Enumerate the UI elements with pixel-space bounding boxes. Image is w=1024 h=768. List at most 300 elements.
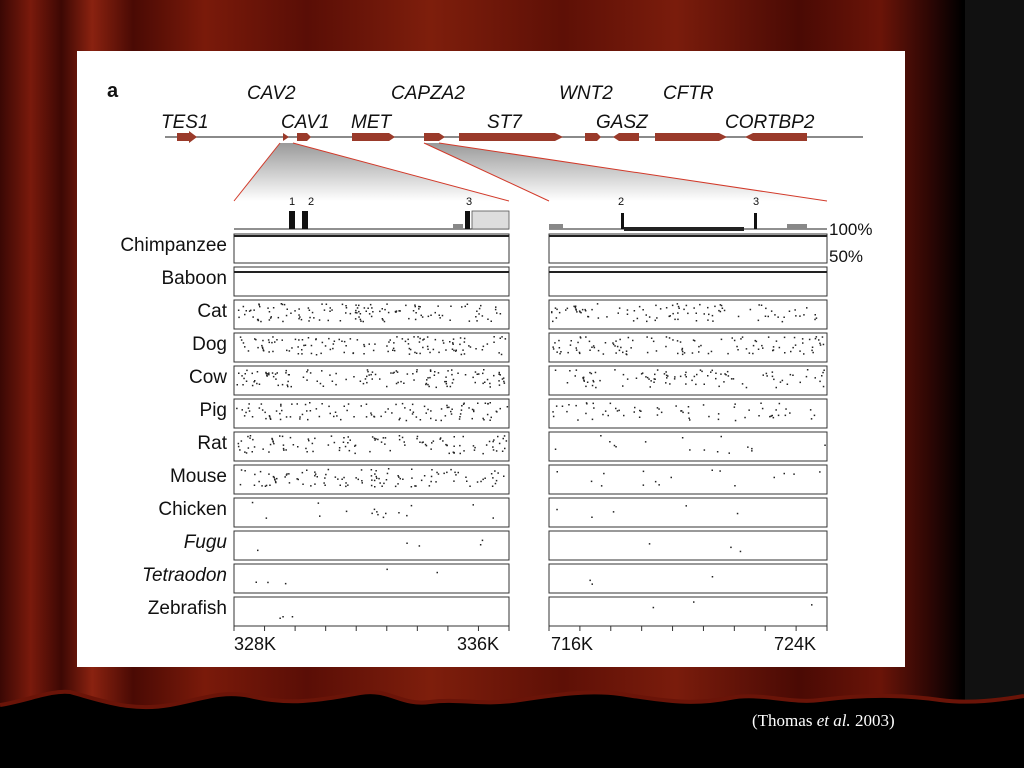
conservation-dot — [790, 374, 792, 376]
conservation-dot — [728, 375, 730, 377]
conservation-track-box — [234, 333, 509, 362]
conservation-dot — [281, 303, 283, 305]
conservation-dot — [500, 313, 502, 315]
conservation-dot — [387, 473, 389, 475]
conservation-dot — [404, 407, 406, 409]
conservation-dot — [275, 373, 277, 375]
exon-label: 3 — [466, 196, 473, 208]
conservation-dot — [493, 439, 495, 441]
conservation-dot — [335, 373, 337, 375]
gene-label: GASZ — [596, 112, 648, 133]
conservation-dot — [666, 377, 668, 379]
conservation-dot — [366, 404, 368, 406]
conservation-dot — [287, 381, 289, 383]
conservation-dot — [569, 370, 571, 372]
conservation-dot — [724, 373, 726, 375]
conservation-dot — [248, 350, 250, 352]
conservation-dot — [314, 475, 316, 477]
conservation-dot — [595, 387, 597, 389]
conservation-dot — [431, 469, 433, 471]
conservation-dot — [552, 321, 554, 323]
conservation-dot — [369, 313, 371, 315]
conservation-dot — [503, 476, 505, 478]
conservation-dot — [407, 339, 409, 341]
conservation-dot — [448, 407, 450, 409]
conservation-dot — [731, 378, 733, 380]
conservation-dot — [494, 470, 496, 472]
conservation-dot — [333, 343, 335, 345]
conservation-dot — [360, 313, 362, 315]
conservation-dot — [419, 306, 421, 308]
conservation-dot — [318, 502, 320, 504]
conservation-dot — [650, 386, 652, 388]
conservation-dot — [374, 473, 376, 475]
conservation-dot — [358, 311, 360, 313]
conservation-dot — [458, 472, 460, 474]
conservation-dot — [287, 384, 289, 386]
conservation-dot — [771, 415, 773, 417]
conservation-dot — [315, 339, 317, 341]
conservation-dot — [446, 383, 448, 385]
conservation-dot — [483, 369, 485, 371]
conservation-track-box — [549, 531, 827, 560]
conservation-dot — [334, 341, 336, 343]
conservation-dot — [355, 310, 357, 312]
conservation-dot — [298, 308, 300, 310]
conservation-dot — [284, 304, 286, 306]
conservation-dot — [374, 343, 376, 345]
conservation-dot — [594, 347, 596, 349]
conservation-dot — [399, 439, 401, 441]
conservation-dot — [686, 376, 688, 378]
conservation-dot — [403, 383, 405, 385]
conservation-dot — [696, 374, 698, 376]
conservation-dot — [267, 307, 269, 309]
conservation-dot — [269, 311, 271, 313]
conservation-dot — [443, 473, 445, 475]
conservation-dot — [328, 444, 330, 446]
conservation-dot — [254, 338, 256, 340]
conservation-dot — [414, 304, 416, 306]
conservation-dot — [468, 407, 470, 409]
conservation-dot — [674, 378, 676, 380]
conservation-dot — [416, 416, 418, 418]
conservation-dot — [248, 407, 250, 409]
conservation-dot — [374, 480, 376, 482]
conservation-dot — [814, 415, 816, 417]
conservation-dot — [734, 403, 736, 405]
conservation-dot — [286, 315, 288, 317]
conservation-dot — [319, 416, 321, 418]
conservation-dot — [426, 445, 428, 447]
conservation-dot — [587, 316, 589, 318]
conservation-dot — [618, 312, 620, 314]
conservation-dot — [778, 415, 780, 417]
conservation-dot — [684, 352, 686, 354]
conservation-dot — [261, 403, 263, 405]
conservation-dot — [486, 444, 488, 446]
conservation-dot — [343, 437, 345, 439]
conservation-dot — [352, 353, 354, 355]
conservation-dot — [386, 569, 388, 571]
conservation-dot — [444, 381, 446, 383]
conservation-dot — [311, 353, 313, 355]
conservation-dot — [700, 369, 702, 371]
conservation-dot — [370, 304, 372, 306]
vista-figure — [77, 51, 905, 667]
conservation-dot — [266, 373, 268, 375]
conservation-dot — [559, 312, 561, 314]
species-label: Dog — [192, 334, 227, 355]
conservation-dot — [298, 318, 300, 320]
conservation-dot — [334, 442, 336, 444]
conservation-dot — [356, 312, 358, 314]
conservation-dot — [268, 473, 270, 475]
conservation-dot — [335, 476, 337, 478]
conservation-dot — [350, 313, 352, 315]
conservation-dot — [266, 517, 268, 519]
conservation-dot — [382, 308, 384, 310]
conservation-dot — [685, 383, 687, 385]
conservation-dot — [286, 350, 288, 352]
conservation-dot — [316, 354, 318, 356]
conservation-track-box — [549, 564, 827, 593]
species-label: Mouse — [169, 466, 227, 487]
conservation-track-box — [234, 531, 509, 560]
conservation-dot — [239, 449, 241, 451]
conservation-dot — [314, 438, 316, 440]
conservation-dot — [504, 382, 506, 384]
conservation-dot — [373, 416, 375, 418]
conservation-dot — [308, 440, 310, 442]
conservation-dot — [814, 319, 816, 321]
conservation-dot — [339, 447, 341, 449]
conservation-dot — [357, 307, 359, 309]
conservation-dot — [727, 371, 729, 373]
conservation-dot — [815, 338, 817, 340]
conservation-dot — [475, 371, 477, 373]
conservation-dot — [305, 345, 307, 347]
conservation-dot — [556, 351, 558, 353]
conservation-dot — [371, 469, 373, 471]
conservation-dot — [390, 372, 392, 374]
conservation-dot — [491, 417, 493, 419]
conservation-dot — [718, 386, 720, 388]
conservation-dot — [451, 374, 453, 376]
conservation-dot — [615, 340, 617, 342]
conservation-dot — [815, 377, 817, 379]
conservation-dot — [689, 449, 691, 451]
conservation-dot — [579, 353, 581, 355]
conservation-dot — [718, 413, 720, 415]
conservation-dot — [567, 308, 569, 310]
conservation-dot — [707, 319, 709, 321]
conservation-dot — [773, 346, 775, 348]
conservation-dot — [785, 415, 787, 417]
conservation-dot — [329, 374, 331, 376]
conservation-dot — [582, 309, 584, 311]
conservation-dot — [799, 350, 801, 352]
conservation-dot — [267, 582, 269, 584]
conservation-dot — [297, 403, 299, 405]
conservation-dot — [411, 469, 413, 471]
conservation-dot — [473, 411, 475, 413]
conservation-dot — [573, 306, 575, 308]
conservation-dot — [502, 378, 504, 380]
conservation-dot — [593, 345, 595, 347]
conservation-dot — [720, 373, 722, 375]
conservation-dot — [504, 448, 506, 450]
conservation-dot — [474, 447, 476, 449]
conservation-dot — [427, 409, 429, 411]
conservation-dot — [465, 374, 467, 376]
conservation-dot — [287, 386, 289, 388]
conservation-dot — [435, 481, 437, 483]
conservation-dot — [282, 321, 284, 323]
conservation-dot — [337, 478, 339, 480]
conservation-dot — [609, 441, 611, 443]
conservation-dot — [575, 375, 577, 377]
axis-tick-label: 716K — [551, 634, 594, 654]
conservation-dot — [664, 373, 666, 375]
conservation-dot — [749, 352, 751, 354]
conservation-dot — [622, 352, 624, 354]
conservation-dot — [649, 316, 651, 318]
conservation-dot — [395, 311, 397, 313]
conservation-dot — [489, 441, 491, 443]
conservation-dot — [366, 416, 368, 418]
conservation-dot — [282, 384, 284, 386]
conservation-dot — [238, 317, 240, 319]
conservation-dot — [244, 346, 246, 348]
conservation-dot — [313, 317, 315, 319]
conservation-dot — [758, 415, 760, 417]
conservation-dot — [570, 344, 572, 346]
conservation-dot — [375, 470, 377, 472]
conservation-dot — [617, 346, 619, 348]
conservation-dot — [482, 373, 484, 375]
conservation-dot — [811, 418, 813, 420]
conservation-dot — [720, 311, 722, 313]
conservation-dot — [342, 304, 344, 306]
conservation-dot — [437, 572, 439, 574]
conservation-dot — [608, 415, 610, 417]
conservation-dot — [493, 342, 495, 344]
conservation-dot — [498, 352, 500, 354]
conservation-dot — [422, 316, 424, 318]
species-label: Chimpanzee — [120, 235, 227, 256]
conservation-dot — [736, 346, 738, 348]
conservation-dot — [254, 485, 256, 487]
panel-letter: a — [107, 80, 119, 102]
conservation-dot — [375, 374, 377, 376]
conservation-dot — [443, 342, 445, 344]
conservation-dot — [672, 313, 674, 315]
conservation-dot — [445, 349, 447, 351]
axis-tick-label: 336K — [457, 634, 500, 654]
conservation-dot — [377, 514, 379, 516]
conservation-dot — [398, 476, 400, 478]
conservation-dot — [656, 350, 658, 352]
conservation-dot — [489, 383, 491, 385]
conservation-dot — [674, 319, 676, 321]
conservation-dot — [763, 374, 765, 376]
conservation-dot — [687, 313, 689, 315]
conservation-dot — [475, 382, 477, 384]
conservation-dot — [592, 419, 594, 421]
conservation-dot — [490, 386, 492, 388]
conservation-dot — [246, 452, 248, 454]
conservation-dot — [367, 371, 369, 373]
conservation-dot — [441, 420, 443, 422]
conservation-dot — [492, 446, 494, 448]
conservation-dot — [688, 412, 690, 414]
conservation-dot — [242, 384, 244, 386]
conservation-dot — [358, 305, 360, 307]
conservation-dot — [507, 406, 509, 408]
conservation-dot — [751, 450, 753, 452]
conservation-dot — [341, 479, 343, 481]
conservation-dot — [272, 351, 274, 353]
conservation-dot — [794, 337, 796, 339]
conservation-dot — [740, 338, 742, 340]
conservation-dot — [378, 478, 380, 480]
exon-label: 1 — [289, 196, 296, 208]
conservation-dot — [272, 439, 274, 441]
conservation-dot — [430, 448, 432, 450]
conservation-dot — [404, 444, 406, 446]
species-label: Zebrafish — [147, 598, 227, 619]
conservation-dot — [465, 477, 467, 479]
conservation-dot — [416, 369, 418, 371]
conservation-dot — [452, 382, 454, 384]
gene-label: CFTR — [663, 83, 714, 104]
conservation-dot — [311, 345, 313, 347]
conservation-dot — [285, 583, 287, 585]
conservation-dot — [677, 312, 679, 314]
conservation-dot — [333, 416, 335, 418]
conservation-dot — [301, 353, 303, 355]
conservation-dot — [477, 374, 479, 376]
conservation-dot — [412, 404, 414, 406]
conservation-dot — [772, 376, 774, 378]
conservation-dot — [372, 311, 374, 313]
conservation-dot — [308, 307, 310, 309]
conservation-dot — [496, 480, 498, 482]
conservation-dot — [464, 353, 466, 355]
conservation-dot — [821, 375, 823, 377]
conservation-dot — [386, 386, 388, 388]
conservation-dot — [451, 409, 453, 411]
conservation-dot — [589, 372, 591, 374]
conservation-dot — [296, 478, 298, 480]
conservation-dot — [774, 477, 776, 479]
conservation-dot — [748, 409, 750, 411]
conservation-dot — [459, 418, 461, 420]
conservation-dot — [439, 317, 441, 319]
conservation-dot — [345, 379, 347, 381]
conservation-dot — [303, 345, 305, 347]
conservation-dot — [460, 337, 462, 339]
conservation-dot — [654, 379, 656, 381]
conservation-dot — [345, 486, 347, 488]
conservation-dot — [553, 416, 555, 418]
conservation-dot — [657, 369, 659, 371]
conservation-dot — [305, 404, 307, 406]
conservation-dot — [406, 515, 408, 517]
conservation-dot — [776, 340, 778, 342]
conservation-dot — [734, 406, 736, 408]
conservation-dot — [811, 604, 813, 606]
conservation-dot — [472, 377, 474, 379]
conservation-dot — [384, 321, 386, 323]
conservation-dot — [281, 410, 283, 412]
conservation-dot — [390, 339, 392, 341]
conservation-dot — [459, 416, 461, 418]
conservation-dot — [627, 314, 629, 316]
conservation-dot — [630, 347, 632, 349]
conservation-dot — [249, 437, 251, 439]
conservation-dot — [715, 373, 717, 375]
conservation-dot — [409, 348, 411, 350]
conservation-dot — [381, 486, 383, 488]
conservation-dot — [585, 386, 587, 388]
conservation-dot — [290, 416, 292, 418]
conservation-dot — [446, 386, 448, 388]
conservation-dot — [393, 342, 395, 344]
conservation-dot — [256, 582, 258, 584]
conservation-dot — [482, 349, 484, 351]
conservation-dot — [577, 342, 579, 344]
conservation-dot — [554, 342, 556, 344]
conservation-dot — [424, 475, 426, 477]
conservation-dot — [583, 377, 585, 379]
conservation-dot — [302, 472, 304, 474]
conservation-dot — [242, 409, 244, 411]
conservation-dot — [603, 353, 605, 355]
conservation-dot — [487, 343, 489, 345]
conservation-dot — [775, 409, 777, 411]
conservation-dot — [402, 437, 404, 439]
conservation-dot — [238, 373, 240, 375]
conservation-dot — [270, 419, 272, 421]
conservation-dot — [427, 384, 429, 386]
conservation-dot — [773, 379, 775, 381]
conservation-dot — [309, 317, 311, 319]
conservation-dot — [735, 420, 737, 422]
conservation-dot — [454, 472, 456, 474]
conservation-dot — [297, 446, 299, 448]
conservation-dot — [755, 340, 757, 342]
conservation-dot — [382, 319, 384, 321]
conservation-dot — [463, 436, 465, 438]
conservation-dot — [776, 387, 778, 389]
conservation-dot — [283, 449, 285, 451]
conservation-dot — [293, 444, 295, 446]
conservation-dot — [275, 378, 277, 380]
conservation-dot — [719, 470, 721, 472]
conservation-dot — [682, 348, 684, 350]
axis-tick-label: 724K — [774, 634, 817, 654]
conservation-dot — [447, 407, 449, 409]
conservation-dot — [250, 435, 252, 437]
conservation-dot — [593, 407, 595, 409]
conservation-dot — [244, 314, 246, 316]
conservation-dot — [419, 338, 421, 340]
conservation-dot — [396, 336, 398, 338]
conservation-dot — [587, 382, 589, 384]
conservation-dot — [269, 485, 271, 487]
